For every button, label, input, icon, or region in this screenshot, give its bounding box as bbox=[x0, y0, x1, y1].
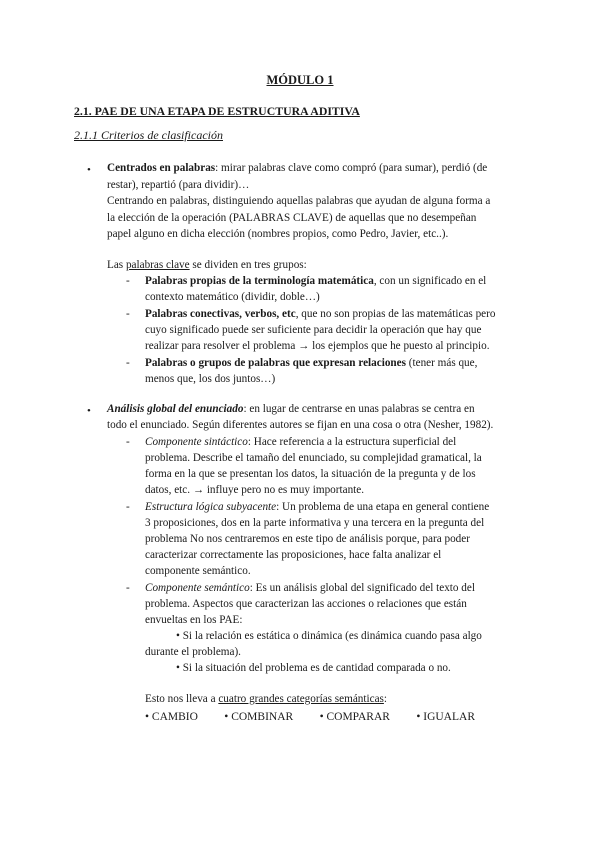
page-title: MÓDULO 1 bbox=[266, 73, 334, 87]
component2-line3: problema No nos centraremos en este tipo de análisis porque, para poder bbox=[145, 533, 470, 545]
component3-text: : Es un análisis global del significado del texto del bbox=[249, 582, 475, 594]
semantic-categories bbox=[145, 709, 475, 726]
subsection-heading: 2.1.1 Criterios de clasificación bbox=[74, 128, 223, 142]
component3-line2: problema. Aspectos que caracterizan las acciones o relaciones que están bbox=[145, 598, 467, 610]
group2-line3: realizar para resolver el problema → los ejemplos que he puesto al principio. bbox=[145, 340, 490, 352]
category-igualar: • IGUALAR bbox=[416, 711, 475, 723]
group2-line1 bbox=[145, 306, 527, 323]
bullet1-line1 bbox=[107, 160, 527, 177]
bullet1-para2-line2: la elección de la operación (PALABRAS CLAVE) de aquellas que no desempeñan bbox=[107, 212, 477, 224]
component1-line4: datos, etc. → influye pero no es muy importante. bbox=[145, 484, 365, 496]
groups-intro bbox=[107, 257, 527, 274]
component2-title: Estructura lógica subyacente bbox=[145, 501, 277, 513]
dash-marker: - bbox=[126, 436, 130, 448]
categories-intro-post: : bbox=[383, 693, 387, 705]
dash-marker: - bbox=[126, 308, 130, 320]
component2-line1 bbox=[145, 499, 527, 516]
component2-line4: caracterizar correctamente las proposiciones, hace falta analizar el bbox=[145, 549, 442, 561]
aspect1-line2: durante el problema). bbox=[145, 646, 241, 658]
component1-title: Componente sintáctico bbox=[145, 436, 248, 448]
bullet1-para2-line3: papel alguno en dicha elección (nombres propios, como Pedro, Javier, etc..). bbox=[107, 228, 449, 240]
component1-line1 bbox=[145, 434, 527, 451]
component3-line1 bbox=[145, 580, 527, 597]
bullet-marker: • bbox=[87, 405, 91, 417]
bullet2-line2: todo el enunciado. Según diferentes autores se fijan en una cosa o otra (Nesher, 1982). bbox=[107, 419, 494, 431]
group1-line2: contexto matemático (dividir, doble…) bbox=[145, 291, 320, 303]
group2-text: , que no son propias de las matemáticas pero bbox=[295, 308, 496, 320]
group3-text: (tener más que, bbox=[405, 357, 478, 369]
group1-line1 bbox=[145, 273, 527, 290]
dash-marker: - bbox=[126, 501, 130, 513]
groups-intro-post: se dividen en tres grupos: bbox=[189, 259, 307, 271]
component1-line2: problema. Describe el tamaño del enunciado, su complejidad gramatical, la bbox=[145, 452, 482, 464]
categories-intro-keyword: cuatro grandes categorías semánticas bbox=[218, 693, 384, 705]
group1-title: Palabras propias de la terminología matemática bbox=[145, 275, 374, 287]
component3-title: Componente semántico bbox=[145, 582, 250, 594]
category-cambio: • CAMBIO bbox=[145, 711, 198, 723]
group3-line1 bbox=[145, 355, 527, 372]
component1-text: : Hace referencia a la estructura superficial del bbox=[247, 436, 457, 448]
section-heading: 2.1. PAE DE UNA ETAPA DE ESTRUCTURA ADITIVA bbox=[74, 104, 360, 118]
bullet2-heading: Análisis global del enunciado bbox=[107, 403, 244, 415]
aspect1-line1: • Si la relación es estática o dinámica (es dinámica cuando pasa algo bbox=[176, 630, 482, 642]
component1-line3: forma en la que se presentan los datos, la situación de la pregunta y de los bbox=[145, 468, 476, 480]
groups-intro-keyword: palabras clave bbox=[125, 259, 190, 271]
bullet-marker: • bbox=[87, 164, 91, 176]
component2-line2: 3 proposiciones, dos en la parte informativa y una tercera en la pregunta del bbox=[145, 517, 485, 529]
dash-marker: - bbox=[126, 582, 130, 594]
bullet1-para2-line1: Centrando en palabras, distinguiendo aquellas palabras que ayudan de alguna forma a bbox=[107, 195, 491, 207]
categories-intro bbox=[145, 691, 387, 708]
group2-line2: cuyo significado puede ser suficiente para decidir la operación que hay que bbox=[145, 324, 482, 336]
component3-line3: envueltas en los PAE: bbox=[145, 614, 243, 626]
bullet2-line1 bbox=[107, 401, 527, 418]
bullet1-heading: Centrados en palabras bbox=[107, 162, 216, 174]
aspect2-line1: • Si la situación del problema es de cantidad comparada o no. bbox=[176, 662, 451, 674]
group3-title: Palabras o grupos de palabras que expresan relaciones bbox=[145, 357, 406, 369]
dash-marker: - bbox=[126, 357, 130, 369]
group1-text: , con un significado en el bbox=[373, 275, 487, 287]
categories-intro-pre: Esto nos lleva a bbox=[145, 693, 219, 705]
bullet1-line2: restar), repartió (para dividir)… bbox=[107, 179, 250, 191]
dash-marker: - bbox=[126, 275, 130, 287]
category-combinar: • COMBINAR bbox=[224, 711, 294, 723]
group2-title: Palabras conectivas, verbos, etc bbox=[145, 308, 296, 320]
groups-intro-pre: Las bbox=[107, 259, 126, 271]
bullet1-text: : mirar palabras clave como compró (para sumar), perdió (de bbox=[215, 162, 488, 174]
bullet2-text: : en lugar de centrarse en unas palabras se centra en bbox=[243, 403, 475, 415]
component2-text: : Un problema de una etapa en general contiene bbox=[276, 501, 490, 513]
group3-line2: menos que, los dos juntos…) bbox=[145, 373, 276, 385]
category-comparar: • COMPARAR bbox=[319, 711, 390, 723]
component2-line5: componente semántico. bbox=[145, 565, 251, 577]
